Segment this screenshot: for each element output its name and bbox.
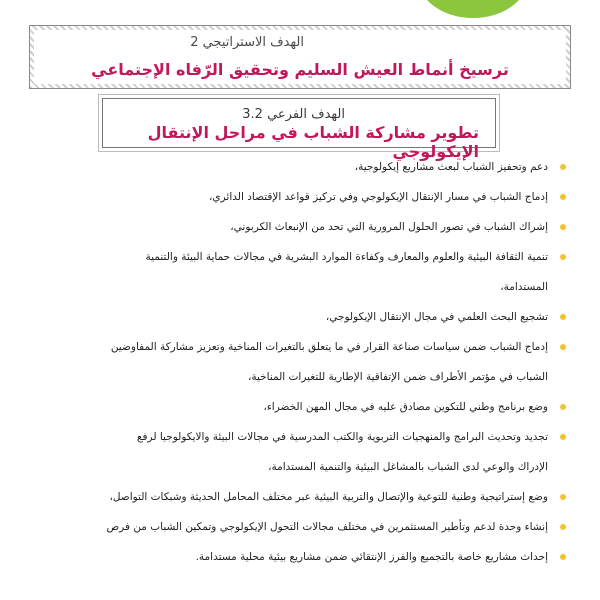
list-item bbox=[28, 340, 566, 384]
bullet-icon bbox=[560, 524, 566, 530]
sub-goal-box bbox=[102, 98, 496, 161]
list-item bbox=[28, 160, 566, 174]
list-item bbox=[28, 490, 566, 504]
list-item-text: وضع إستراتيجية وطنية للتوعية والإتصال والتربية البيئية عبر مختلف المحامل الحديثة وشبكات التواصل، bbox=[109, 491, 548, 503]
bullet-icon bbox=[560, 254, 566, 260]
sub-goal-title: تطوير مشاركة الشباب في مراحل الإنتقال الإيكولوجي bbox=[147, 123, 479, 161]
bullet-icon bbox=[560, 404, 566, 410]
bullet-icon bbox=[560, 554, 566, 560]
list-item-text: تنمية الثقافة البيئية والعلوم والمعارف وكفاءة الموارد البشرية في مجالات حماية البيئة والتنمية bbox=[145, 251, 548, 263]
list-item-text: إشراك الشباب في تصور الحلول المرورية التي تحد من الإنبعاث الكربوني، bbox=[230, 221, 548, 233]
bullet-icon bbox=[560, 434, 566, 440]
list-item-text: تجديد وتحديث البرامج والمنهجيات التربوية والكتب المدرسية في مجالات البيئة والايكولوجيا لرفع bbox=[136, 431, 548, 443]
list-item bbox=[28, 430, 566, 474]
list-item bbox=[28, 310, 566, 324]
list-item bbox=[28, 550, 566, 564]
strategic-goal-box bbox=[30, 26, 570, 88]
list-item bbox=[28, 250, 566, 294]
bullet-icon bbox=[560, 314, 566, 320]
action-list bbox=[28, 160, 566, 564]
bullet-icon bbox=[560, 494, 566, 500]
sub-goal-label: الهدف الفرعي 3.2 bbox=[242, 107, 345, 122]
list-item-continuation: الإدراك والوعي لدى الشباب بالمشاغل البيئية والتنمية المستدامة، bbox=[268, 461, 548, 473]
bullet-icon bbox=[560, 224, 566, 230]
bullet-icon bbox=[560, 164, 566, 170]
list-item-text: دعم وتحفيز الشباب لبعث مشاريع إيكولوجية، bbox=[354, 161, 548, 173]
list-item bbox=[28, 190, 566, 204]
list-item-text: تشجيع البحث العلمي في مجال الإنتقال الإيكولوجي، bbox=[325, 311, 548, 323]
list-item-text: إدماج الشباب ضمن سياسات صناعة القرار في ما يتعلق بالتغيرات المناخية وتعزيز مشاركة المفاوضين bbox=[110, 341, 548, 353]
list-item-text: إحداث مشاريع خاصة بالتجميع والفرز الإنتقائي ضمن مشاريع بيئية محلية مستدامة. bbox=[195, 551, 548, 563]
list-item-text: إدماج الشباب في مسار الإنتقال الإيكولوجي وفي تركيز قواعد الإقتصاد الدائري، bbox=[209, 191, 548, 203]
list-item bbox=[28, 520, 566, 534]
list-item-continuation: المستدامة، bbox=[500, 281, 548, 293]
strategic-goal-title: ترسيخ أنماط العيش السليم وتحقيق الرّفاه الإجتماعي bbox=[91, 60, 509, 79]
list-item bbox=[28, 400, 566, 414]
strategic-goal-label: الهدف الاستراتيجي 2 bbox=[190, 35, 304, 50]
list-item-text: إنشاء وحدة لدعم وتأطير المستثمرين في مختلف مجالات التحول الإيكولوجي وتمكين الشباب من فرص bbox=[106, 521, 548, 533]
list-item bbox=[28, 220, 566, 234]
list-item-continuation: الشباب في مؤتمر الأطراف ضمن الإتفاقية الإطارية للتغيرات المناخية، bbox=[247, 371, 548, 383]
bullet-icon bbox=[560, 344, 566, 350]
bullet-icon bbox=[560, 194, 566, 200]
list-item-text: وضع برنامج وطني للتكوين مصادق عليه في مجال المهن الخضراء، bbox=[263, 401, 548, 413]
decorative-green-shape bbox=[418, 0, 528, 18]
